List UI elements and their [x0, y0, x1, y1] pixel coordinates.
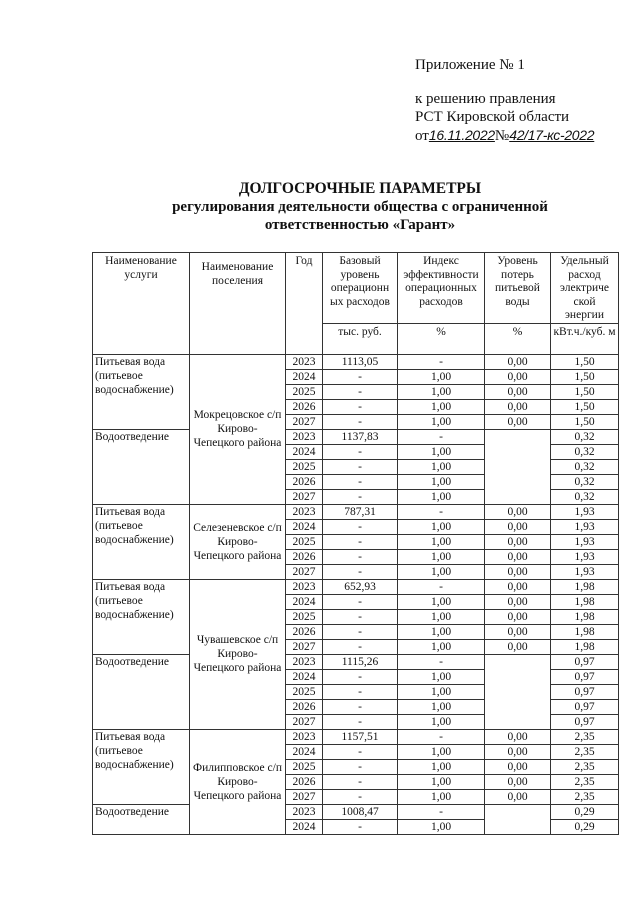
water-loss-cell: 0,00 [485, 579, 551, 594]
table-row [93, 579, 619, 594]
document-title [92, 180, 628, 234]
year-cell: 2023 [286, 429, 323, 444]
energy-cell: 2,35 [551, 774, 619, 789]
year-cell: 2025 [286, 759, 323, 774]
header-row [93, 253, 619, 324]
unit-efficiency-index: % [398, 323, 485, 354]
parameters-table [92, 252, 619, 835]
water-loss-cell: 0,00 [485, 639, 551, 654]
energy-cell: 0,32 [551, 429, 619, 444]
service-name-cell: Водоотведение [93, 804, 190, 834]
efficiency-index-cell: 1,00 [398, 789, 485, 804]
efficiency-index-cell: 1,00 [398, 669, 485, 684]
year-cell: 2026 [286, 624, 323, 639]
base-costs-cell: - [323, 399, 398, 414]
energy-cell: 0,97 [551, 669, 619, 684]
year-cell: 2024 [286, 444, 323, 459]
efficiency-index-cell: 1,00 [398, 519, 485, 534]
year-cell: 2025 [286, 384, 323, 399]
year-cell: 2025 [286, 459, 323, 474]
table-row [93, 654, 619, 669]
year-cell: 2026 [286, 699, 323, 714]
water-loss-cell: 0,00 [485, 609, 551, 624]
water-loss-cell-empty [485, 429, 551, 504]
efficiency-index-cell: - [398, 729, 485, 744]
water-loss-cell: 0,00 [485, 519, 551, 534]
authority-line: РСТ Кировской области [415, 109, 570, 125]
efficiency-index-cell: - [398, 804, 485, 819]
water-loss-cell: 0,00 [485, 414, 551, 429]
base-costs-cell: 1137,83 [323, 429, 398, 444]
water-loss-cell: 0,00 [485, 729, 551, 744]
year-cell: 2026 [286, 474, 323, 489]
base-costs-cell: - [323, 759, 398, 774]
energy-cell: 1,50 [551, 414, 619, 429]
title-sub-2: ответственностью «Гарант» [264, 217, 456, 233]
base-costs-cell: - [323, 669, 398, 684]
settlement-name-cell: Мокрецовское с/п Кирово-Чепецкого района [190, 354, 286, 504]
energy-cell: 1,50 [551, 369, 619, 384]
year-cell: 2027 [286, 564, 323, 579]
water-loss-cell: 0,00 [485, 744, 551, 759]
header-year: Год [286, 253, 323, 355]
service-name-cell: Питьевая вода (питьевое водоснабжение) [93, 729, 190, 804]
efficiency-index-cell: 1,00 [398, 819, 485, 834]
base-costs-cell: - [323, 609, 398, 624]
base-costs-cell: - [323, 819, 398, 834]
base-costs-cell: - [323, 459, 398, 474]
year-cell: 2023 [286, 729, 323, 744]
header-base-costs: Базовый уровень операционн ых расходов [323, 253, 398, 324]
base-costs-cell: - [323, 624, 398, 639]
service-name-cell: Водоотведение [93, 654, 190, 729]
energy-cell: 1,98 [551, 609, 619, 624]
base-costs-cell: - [323, 534, 398, 549]
header-water-loss: Уровень потерь питьевой воды [485, 253, 551, 324]
base-costs-cell: 652,93 [323, 579, 398, 594]
unit-energy: кВт.ч./куб. м [551, 323, 619, 354]
year-cell: 2023 [286, 504, 323, 519]
efficiency-index-cell: 1,00 [398, 744, 485, 759]
energy-cell: 0,97 [551, 654, 619, 669]
service-name-cell: Питьевая вода (питьевое водоснабжение) [93, 579, 190, 654]
year-cell: 2024 [286, 594, 323, 609]
appendix-block [415, 56, 594, 145]
energy-cell: 1,98 [551, 594, 619, 609]
service-name-cell: Питьевая вода (питьевое водоснабжение) [93, 354, 190, 429]
year-cell: 2025 [286, 684, 323, 699]
water-loss-cell: 0,00 [485, 504, 551, 519]
efficiency-index-cell: 1,00 [398, 594, 485, 609]
year-cell: 2024 [286, 669, 323, 684]
base-costs-cell: - [323, 489, 398, 504]
energy-cell: 0,97 [551, 699, 619, 714]
table-row [93, 729, 619, 744]
water-loss-cell: 0,00 [485, 564, 551, 579]
energy-cell: 0,29 [551, 819, 619, 834]
year-cell: 2026 [286, 774, 323, 789]
service-name-cell: Водоотведение [93, 429, 190, 504]
efficiency-index-cell: 1,00 [398, 474, 485, 489]
year-cell: 2023 [286, 579, 323, 594]
efficiency-index-cell: - [398, 654, 485, 669]
water-loss-cell: 0,00 [485, 369, 551, 384]
energy-cell: 1,98 [551, 579, 619, 594]
base-costs-cell: - [323, 789, 398, 804]
efficiency-index-cell: 1,00 [398, 714, 485, 729]
efficiency-index-cell: - [398, 579, 485, 594]
base-costs-cell: - [323, 639, 398, 654]
table-row [93, 429, 619, 444]
efficiency-index-cell: 1,00 [398, 414, 485, 429]
year-cell: 2023 [286, 354, 323, 369]
base-costs-cell: 1115,26 [323, 654, 398, 669]
settlement-name-cell: Чувашевское с/п Кирово-Чепецкого района [190, 579, 286, 729]
year-cell: 2027 [286, 414, 323, 429]
energy-cell: 0,32 [551, 489, 619, 504]
energy-cell: 2,35 [551, 729, 619, 744]
energy-cell: 1,50 [551, 384, 619, 399]
energy-cell: 2,35 [551, 744, 619, 759]
base-costs-cell: - [323, 444, 398, 459]
year-cell: 2027 [286, 714, 323, 729]
efficiency-index-cell: 1,00 [398, 639, 485, 654]
year-cell: 2023 [286, 654, 323, 669]
energy-cell: 1,93 [551, 504, 619, 519]
year-cell: 2024 [286, 369, 323, 384]
efficiency-index-cell: - [398, 429, 485, 444]
water-loss-cell: 0,00 [485, 534, 551, 549]
base-costs-cell: - [323, 744, 398, 759]
decision-line: к решению правления [415, 91, 556, 107]
header-service: Наименование услуги [93, 253, 190, 355]
energy-cell: 0,32 [551, 474, 619, 489]
energy-cell: 0,29 [551, 804, 619, 819]
efficiency-index-cell: 1,00 [398, 699, 485, 714]
energy-cell: 1,98 [551, 639, 619, 654]
water-loss-cell-empty [485, 804, 551, 834]
number-prefix: № [494, 128, 510, 144]
energy-cell: 1,93 [551, 549, 619, 564]
water-loss-cell: 0,00 [485, 399, 551, 414]
efficiency-index-cell: 1,00 [398, 549, 485, 564]
energy-cell: 2,35 [551, 789, 619, 804]
appendix-label: Приложение № 1 [415, 57, 525, 73]
energy-cell: 1,98 [551, 624, 619, 639]
year-cell: 2027 [286, 639, 323, 654]
efficiency-index-cell: 1,00 [398, 489, 485, 504]
year-cell: 2026 [286, 399, 323, 414]
water-loss-cell: 0,00 [485, 594, 551, 609]
energy-cell: 1,50 [551, 354, 619, 369]
efficiency-index-cell: - [398, 354, 485, 369]
efficiency-index-cell: 1,00 [398, 384, 485, 399]
unit-water-loss: % [485, 323, 551, 354]
water-loss-cell: 0,00 [485, 549, 551, 564]
header-efficiency-index: Индекс эффективности операционных расходов [398, 253, 485, 324]
efficiency-index-cell: 1,00 [398, 399, 485, 414]
efficiency-index-cell: 1,00 [398, 609, 485, 624]
energy-cell: 1,93 [551, 534, 619, 549]
water-loss-cell: 0,00 [485, 789, 551, 804]
base-costs-cell: - [323, 714, 398, 729]
unit-base-costs: тыс. руб. [323, 323, 398, 354]
efficiency-index-cell: 1,00 [398, 759, 485, 774]
efficiency-index-cell: 1,00 [398, 624, 485, 639]
water-loss-cell: 0,00 [485, 384, 551, 399]
base-costs-cell: 1157,51 [323, 729, 398, 744]
efficiency-index-cell: 1,00 [398, 684, 485, 699]
header-energy: Удельный расход электриче ской энергии [551, 253, 619, 324]
settlement-name-cell: Селезеневское с/п Кирово-Чепецкого района [190, 504, 286, 579]
energy-cell: 1,93 [551, 564, 619, 579]
efficiency-index-cell: 1,00 [398, 444, 485, 459]
base-costs-cell: - [323, 564, 398, 579]
energy-cell: 1,50 [551, 399, 619, 414]
handwritten-date: 16.11.2022 [428, 127, 495, 143]
year-cell: 2023 [286, 804, 323, 819]
year-cell: 2024 [286, 819, 323, 834]
efficiency-index-cell: 1,00 [398, 774, 485, 789]
efficiency-index-cell: 1,00 [398, 534, 485, 549]
year-cell: 2027 [286, 489, 323, 504]
date-number-line [415, 126, 594, 145]
service-name-cell: Питьевая вода (питьевое водоснабжение) [93, 504, 190, 579]
efficiency-index-cell: 1,00 [398, 459, 485, 474]
year-cell: 2027 [286, 789, 323, 804]
efficiency-index-cell: - [398, 504, 485, 519]
year-cell: 2024 [286, 744, 323, 759]
base-costs-cell: - [323, 414, 398, 429]
settlement-name-cell: Филипповское с/п Кирово-Чепецкого района [190, 729, 286, 834]
year-cell: 2026 [286, 549, 323, 564]
energy-cell: 0,97 [551, 684, 619, 699]
header-settlement: Наименование поселения [190, 253, 286, 355]
table-row [93, 504, 619, 519]
water-loss-cell: 0,00 [485, 759, 551, 774]
base-costs-cell: - [323, 594, 398, 609]
base-costs-cell: - [323, 774, 398, 789]
title-sub-1: регулирования деятельности общества с ограниченной [172, 199, 548, 215]
efficiency-index-cell: 1,00 [398, 564, 485, 579]
base-costs-cell: 1008,47 [323, 804, 398, 819]
water-loss-cell-empty [485, 654, 551, 729]
base-costs-cell: - [323, 369, 398, 384]
efficiency-index-cell: 1,00 [398, 369, 485, 384]
base-costs-cell: - [323, 384, 398, 399]
energy-cell: 2,35 [551, 759, 619, 774]
year-cell: 2024 [286, 519, 323, 534]
table-row [93, 354, 619, 369]
table-row [93, 804, 619, 819]
water-loss-cell: 0,00 [485, 624, 551, 639]
year-cell: 2025 [286, 534, 323, 549]
table-body [93, 354, 619, 834]
year-cell: 2025 [286, 609, 323, 624]
water-loss-cell: 0,00 [485, 774, 551, 789]
energy-cell: 0,32 [551, 459, 619, 474]
from-prefix: от [415, 128, 429, 144]
base-costs-cell: 787,31 [323, 504, 398, 519]
title-main: ДОЛГОСРОЧНЫЕ ПАРАМЕТРЫ [238, 180, 482, 197]
energy-cell: 0,97 [551, 714, 619, 729]
base-costs-cell: 1113,05 [323, 354, 398, 369]
water-loss-cell: 0,00 [485, 354, 551, 369]
base-costs-cell: - [323, 549, 398, 564]
energy-cell: 1,93 [551, 519, 619, 534]
base-costs-cell: - [323, 519, 398, 534]
base-costs-cell: - [323, 474, 398, 489]
base-costs-cell: - [323, 684, 398, 699]
energy-cell: 0,32 [551, 444, 619, 459]
handwritten-number: 42/17-кс-2022 [509, 127, 595, 143]
base-costs-cell: - [323, 699, 398, 714]
